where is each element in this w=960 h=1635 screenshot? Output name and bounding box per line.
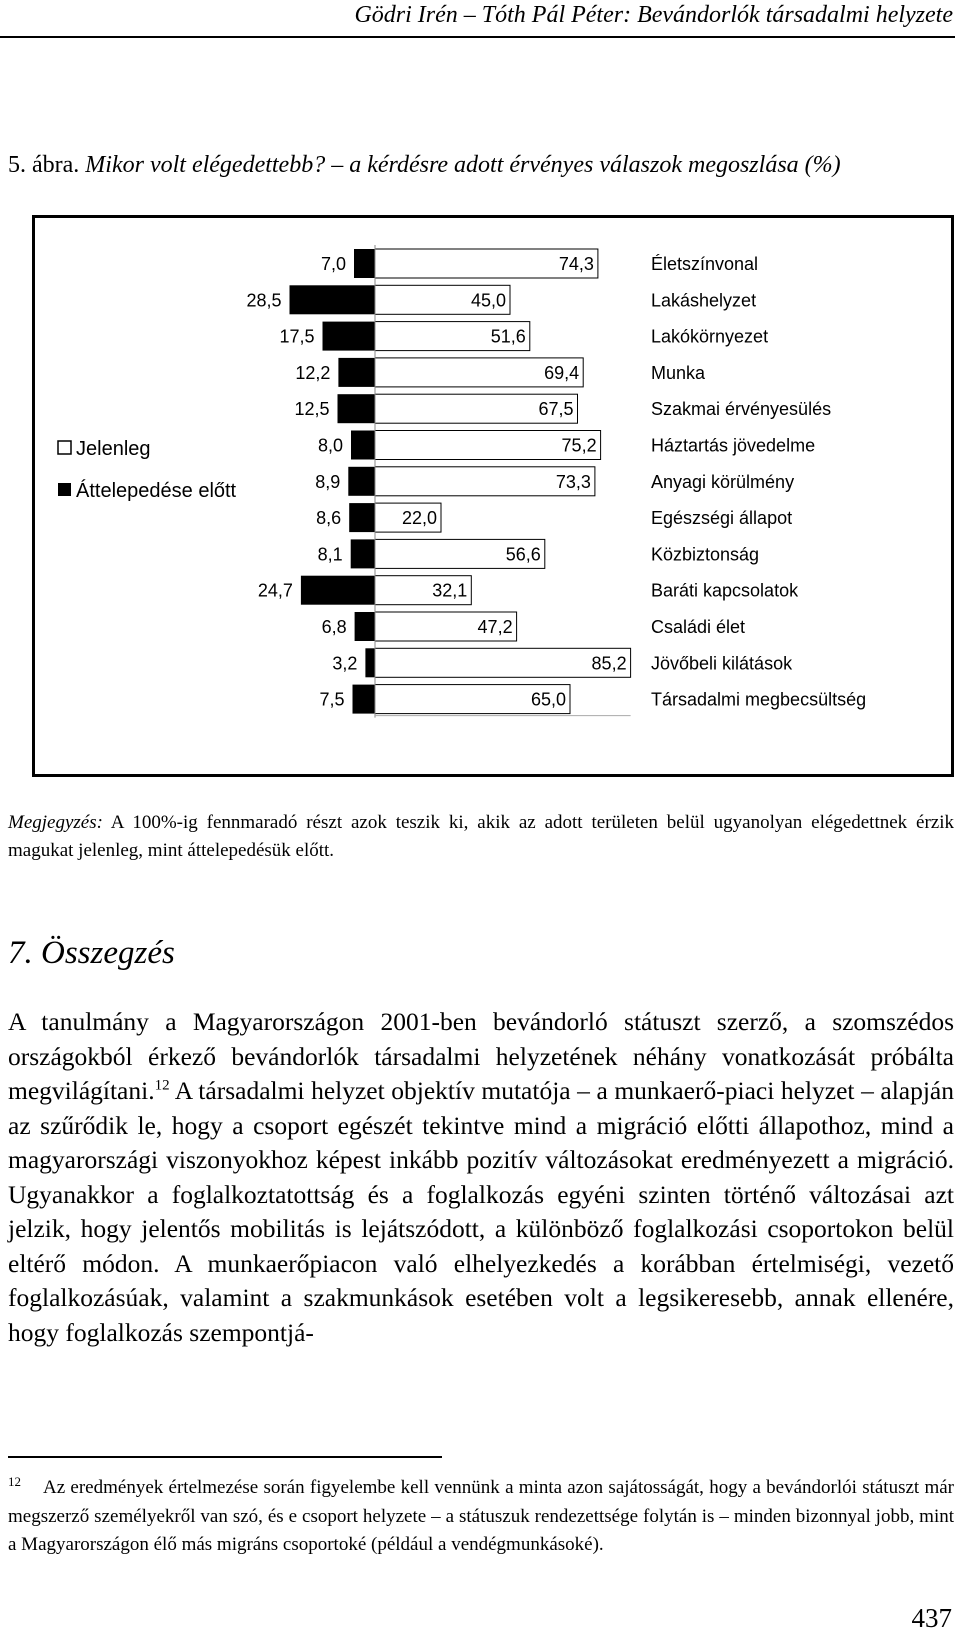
body-text-part2: A társadalmi helyzet objektív mutatója – a munkaerő-piaci helyzet – alapján az szűrődik le, hogy a csoport egészét tekintve mind a migráció előtti állapothoz, mind a magyarországi viszonyokhoz képest inkább pozitív változásokat eredményezett a migráció. Ugyanakkor a foglalkoztatottság és a foglalkozás egyéni szinten történő változásai azt jelzik, hogy jelentős mobilitás is lejátszódott, a különböző foglalkozási csoportokon belül eltérő módon. A munkaerőpiacon való elhelyezkedés a korábban értelmiségi, vezető foglalkozásúak, valamint a szakmunkások esetében volt a legsikeresebb, annak ellenére, hogy foglalkozás szempontjá- (8, 1076, 954, 1347)
value-label-before: 12,5 (294, 399, 330, 420)
value-label-before: 17,5 (279, 326, 315, 347)
figure-caption (8, 152, 841, 179)
value-label-now: 85,2 (591, 653, 627, 674)
page-number: 437 (911, 1603, 952, 1633)
bar-before (355, 612, 375, 641)
bar-before (301, 576, 375, 605)
category-label: Társadalmi megbecsültség (651, 689, 867, 710)
legend-label-elotte: Áttelepedése előtt (76, 480, 237, 502)
value-label-now: 69,4 (544, 362, 580, 383)
body-text-part1: A tanulmány a Magyarországon 2001-ben bevándorló státuszt szerző, a szomszédos országokból érkező bevándorlók társadalmi helyzetének néhány vonatkozását próbálta megvilágítani. (8, 1007, 954, 1105)
category-label: Egészségi állapot (651, 508, 793, 529)
value-label-before: 24,7 (257, 580, 293, 601)
value-label-before: 12,2 (295, 362, 331, 383)
figure-note (8, 809, 954, 865)
value-label-before: 3,2 (332, 653, 358, 674)
chart-legend (58, 438, 237, 502)
running-header-text: Gödri Irén – Tóth Pál Péter: Bevándorlók társadalmi helyzete (354, 2, 953, 28)
value-label-now: 75,2 (561, 435, 597, 456)
value-label-now: 73,3 (555, 471, 591, 492)
category-label: Lakáshelyzet (651, 290, 757, 311)
legend-swatch-jelenleg (58, 441, 71, 454)
value-label-before: 8,6 (316, 508, 342, 529)
legend-swatch-elotte (58, 483, 71, 496)
diverging-bar-chart (32, 215, 954, 777)
value-label-before: 8,1 (317, 544, 343, 565)
category-label: Háztartás jövedelme (651, 435, 816, 456)
value-label-before: 8,0 (317, 435, 343, 456)
bar-before (290, 285, 376, 314)
figure-caption-rest: – a kérdésre adott érvényes válaszok megoszlása (%) (325, 152, 841, 178)
bar-before (351, 431, 375, 460)
value-label-now: 51,6 (490, 326, 526, 347)
value-label-now: 65,0 (530, 689, 566, 710)
bar-before (354, 249, 375, 278)
footnote-text: Az eredmények értelmezése során figyelembe kell vennünk a minta azon sajátosságát, hogy a bevándorlói státuszt már megszerző személyekről van szó, és e csoport helyzete – a státuszuk rendezettsége folytán is – minden bizonnyal jobb, mint a Magyarországon élő más migráns csoportoké (például a vendégmunkásoké). (8, 1477, 954, 1555)
bar-before (338, 394, 376, 423)
bar-before (351, 539, 375, 568)
bar-before (323, 322, 376, 351)
footnote (8, 1474, 954, 1560)
bar-before (353, 685, 376, 714)
value-label-before: 28,5 (246, 290, 282, 311)
category-label: Baráti kapcsolatok (651, 580, 799, 601)
value-label-before: 7,0 (320, 254, 346, 274)
bar-before (349, 503, 375, 532)
value-label-now: 74,3 (558, 254, 594, 274)
value-label-before: 7,5 (319, 689, 345, 710)
note-label: Megjegyzés: (8, 812, 103, 833)
category-label: Életszínvonal (651, 254, 759, 274)
value-label-now: 56,6 (505, 544, 541, 565)
category-label: Lakókörnyezet (651, 326, 769, 347)
footnote-number: 12 (8, 1473, 21, 1489)
bar-before (348, 467, 375, 496)
figure-question: Mikor volt elégedettebb? (85, 152, 326, 178)
value-label-now: 22,0 (401, 508, 437, 529)
category-label: Munka (651, 362, 706, 383)
category-label: Közbiztonság (651, 544, 760, 565)
value-label-now: 47,2 (477, 617, 513, 637)
note-text: A 100%-ig fennmaradó részt azok teszik ki, akik az adott területen belül ugyanolyan elégedettnek érzik magukat jelenleg, mint áttelepedésük előtt. (8, 812, 954, 861)
body-paragraph (8, 1005, 954, 1350)
legend-label-jelenleg: Jelenleg (76, 438, 151, 460)
value-label-before: 8,9 (315, 471, 341, 492)
category-label: Anyagi körülmény (651, 471, 795, 492)
value-label-now: 32,1 (432, 580, 468, 601)
footnote-rule (8, 1456, 442, 1458)
value-label-now: 67,5 (538, 399, 574, 420)
running-header (0, 0, 955, 38)
value-label-now: 45,0 (470, 290, 506, 311)
section-heading: 7. Összegzés (8, 935, 175, 971)
figure-number: 5. ábra. (8, 152, 80, 178)
value-label-before: 6,8 (321, 617, 347, 637)
bar-before (338, 358, 375, 387)
category-label: Családi élet (651, 617, 746, 637)
bar-before (365, 648, 375, 677)
footnote-ref[interactable]: 12 (154, 1077, 170, 1094)
category-label: Jövőbeli kilátások (651, 653, 793, 674)
category-label: Szakmai érvényesülés (651, 399, 832, 420)
